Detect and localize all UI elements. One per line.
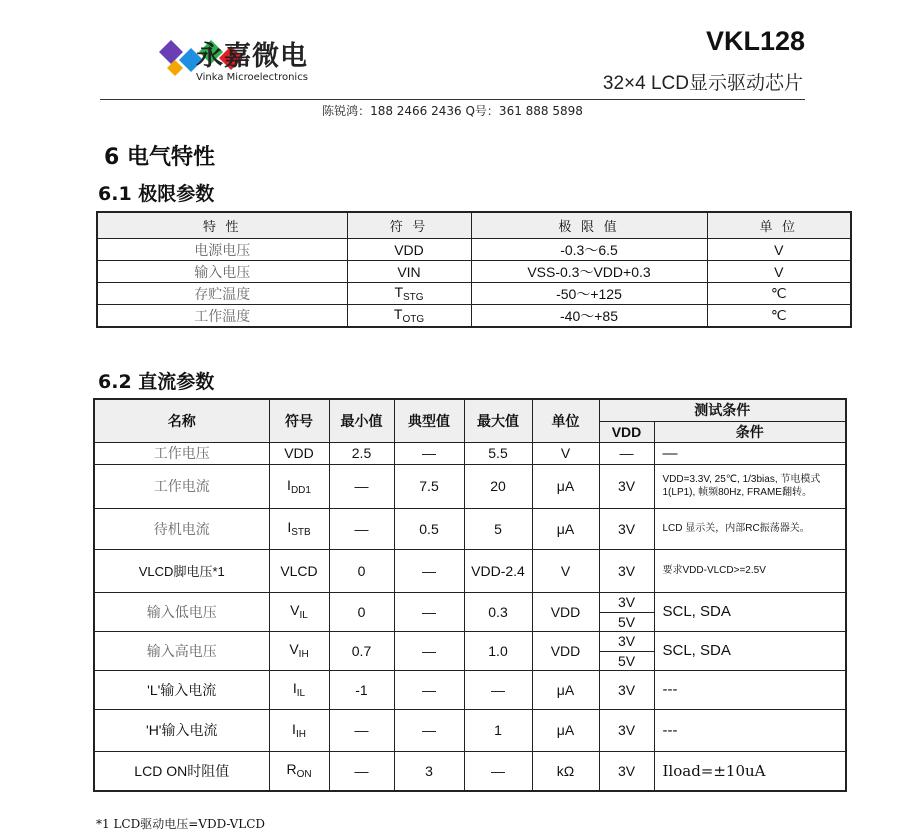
param-unit: μA <box>532 464 599 508</box>
param-symbol: $T_{STG}$ <box>347 283 471 305</box>
param-name: 输入电压 <box>97 261 347 283</box>
param-cond: --- <box>654 670 846 709</box>
brand-name-en: Vinka Microelectronics <box>196 72 308 83</box>
param-symbol: VLCD <box>269 549 329 592</box>
table-row <box>94 670 846 709</box>
param-min: — <box>329 508 394 549</box>
header-rule <box>100 99 805 100</box>
param-cond: Iload=±10uA <box>654 751 846 791</box>
param-vdd: 5V <box>599 612 654 631</box>
param-symbol: $V_{IL}$ <box>269 592 329 631</box>
param-max: 5 <box>464 508 532 549</box>
param-max: VDD-2.4 <box>464 549 532 592</box>
param-typ: — <box>394 709 464 751</box>
param-unit: VDD <box>532 592 599 631</box>
param-cond: SCL, SDA <box>654 631 846 670</box>
param-vdd: 3V <box>599 751 654 791</box>
param-typ: 7.5 <box>394 464 464 508</box>
param-unit: V <box>707 261 851 283</box>
table-row <box>94 549 846 592</box>
param-vdd: 3V <box>599 508 654 549</box>
param-value: -50～+125 <box>471 283 707 305</box>
param-max: 0.3 <box>464 592 532 631</box>
table-row <box>94 631 846 651</box>
col-header-limit: 极 限 值 <box>471 212 707 239</box>
param-min: — <box>329 464 394 508</box>
param-cond: --- <box>654 709 846 751</box>
col-header-name: 名称 <box>94 399 269 442</box>
param-vdd: 3V <box>599 464 654 508</box>
param-name: 电源电压 <box>97 239 347 261</box>
param-min: — <box>329 751 394 791</box>
param-vdd: 3V <box>599 709 654 751</box>
param-name: 工作电流 <box>94 464 269 508</box>
col-header-characteristic: 特 性 <box>97 212 347 239</box>
param-typ: — <box>394 549 464 592</box>
table-row <box>94 508 846 549</box>
param-name: VLCD脚电压*1 <box>94 549 269 592</box>
param-symbol: $I_{STB}$ <box>269 508 329 549</box>
param-unit: μA <box>532 670 599 709</box>
param-name: 工作电压 <box>94 442 269 464</box>
param-max: — <box>464 670 532 709</box>
col-header-symbol: 符号 <box>269 399 329 442</box>
col-header-min: 最小值 <box>329 399 394 442</box>
col-header-typ: 典型值 <box>394 399 464 442</box>
param-symbol: $I_{DD1}$ <box>269 464 329 508</box>
model-number: VKL128 <box>705 26 805 56</box>
table-row <box>94 751 846 791</box>
param-cond: VDD=3.3V, 25℃, 1/3bias, 节电模式1(LP1), 帧频80Hz, FRAME翻转。 <box>654 464 846 508</box>
table-row <box>94 442 846 464</box>
param-max: 5.5 <box>464 442 532 464</box>
section-6-title: 6 电气特性 <box>104 145 215 170</box>
param-cond: 要求VDD-VLCD>=2.5V <box>654 549 846 592</box>
table-row <box>97 305 851 328</box>
table-row <box>97 283 851 305</box>
param-symbol: VDD <box>347 239 471 261</box>
table-row <box>94 592 846 612</box>
param-min: — <box>329 709 394 751</box>
param-value: -0.3～6.5 <box>471 239 707 261</box>
param-vdd: 3V <box>599 592 654 612</box>
param-typ: — <box>394 442 464 464</box>
col-header-unit: 单 位 <box>707 212 851 239</box>
param-max: 20 <box>464 464 532 508</box>
param-typ: — <box>394 592 464 631</box>
param-vdd: — <box>599 442 654 464</box>
param-max: 1 <box>464 709 532 751</box>
param-name: LCD ON时阻值 <box>94 751 269 791</box>
table-row <box>97 239 851 261</box>
param-min: 2.5 <box>329 442 394 464</box>
param-unit: V <box>532 442 599 464</box>
param-unit: V <box>532 549 599 592</box>
param-name: 工作温度 <box>97 305 347 328</box>
param-symbol: VIN <box>347 261 471 283</box>
param-min: 0 <box>329 592 394 631</box>
col-header-test: 测试条件 <box>599 399 846 421</box>
param-cond: SCL, SDA <box>654 592 846 631</box>
param-typ: — <box>394 670 464 709</box>
col-header-unit: 单位 <box>532 399 599 442</box>
table-row <box>94 709 846 751</box>
table-row <box>97 261 851 283</box>
contact-info: 陈锐鸿：188 2466 2436 Q号：361 888 5898 <box>322 104 583 118</box>
param-unit: V <box>707 239 851 261</box>
param-min: 0 <box>329 549 394 592</box>
param-min: 0.7 <box>329 631 394 670</box>
param-cond: LCD 显示关，内部RC振荡器关。 <box>654 508 846 549</box>
dc-params-table <box>93 398 847 792</box>
param-unit: ℃ <box>707 305 851 328</box>
doc-subtitle: 32×4 LCD显示驱动芯片 <box>602 73 803 94</box>
footnote: *1 LCD驱动电压=VDD-VLCD <box>96 817 266 831</box>
param-name: 'L'输入电流 <box>94 670 269 709</box>
param-value: VSS-0.3～VDD+0.3 <box>471 261 707 283</box>
col-header-cond: 条件 <box>654 421 846 442</box>
param-vdd: 3V <box>599 670 654 709</box>
param-symbol: $I_{IL}$ <box>269 670 329 709</box>
table-row <box>94 464 846 508</box>
param-vdd: 5V <box>599 651 654 670</box>
col-header-symbol: 符 号 <box>347 212 471 239</box>
brand-name-cn: 永嘉微电 <box>196 41 308 72</box>
param-cond: — <box>654 442 846 464</box>
param-unit: μA <box>532 508 599 549</box>
param-unit: VDD <box>532 631 599 670</box>
param-unit: ℃ <box>707 283 851 305</box>
absolute-max-table <box>96 211 852 328</box>
param-symbol: $T_{OTG}$ <box>347 305 471 328</box>
param-symbol: $I_{IH}$ <box>269 709 329 751</box>
col-header-max: 最大值 <box>464 399 532 442</box>
param-typ: 3 <box>394 751 464 791</box>
param-min: -1 <box>329 670 394 709</box>
param-name: 输入低电压 <box>94 592 269 631</box>
param-vdd: 3V <box>599 631 654 651</box>
param-typ: 0.5 <box>394 508 464 549</box>
param-name: 'H'输入电流 <box>94 709 269 751</box>
param-value: -40～+85 <box>471 305 707 328</box>
param-name: 输入高电压 <box>94 631 269 670</box>
param-symbol: VDD <box>269 442 329 464</box>
param-max: 1.0 <box>464 631 532 670</box>
param-vdd: 3V <box>599 549 654 592</box>
param-name: 存贮温度 <box>97 283 347 305</box>
param-unit: μA <box>532 709 599 751</box>
param-unit: kΩ <box>532 751 599 791</box>
col-header-vdd: VDD <box>599 421 654 442</box>
param-symbol: $V_{IH}$ <box>269 631 329 670</box>
param-max: — <box>464 751 532 791</box>
param-name: 待机电流 <box>94 508 269 549</box>
section-6-2-title: 6.2 直流参数 <box>98 371 215 393</box>
param-symbol: $R_{ON}$ <box>269 751 329 791</box>
section-6-1-title: 6.1 极限参数 <box>98 183 215 205</box>
param-typ: — <box>394 631 464 670</box>
